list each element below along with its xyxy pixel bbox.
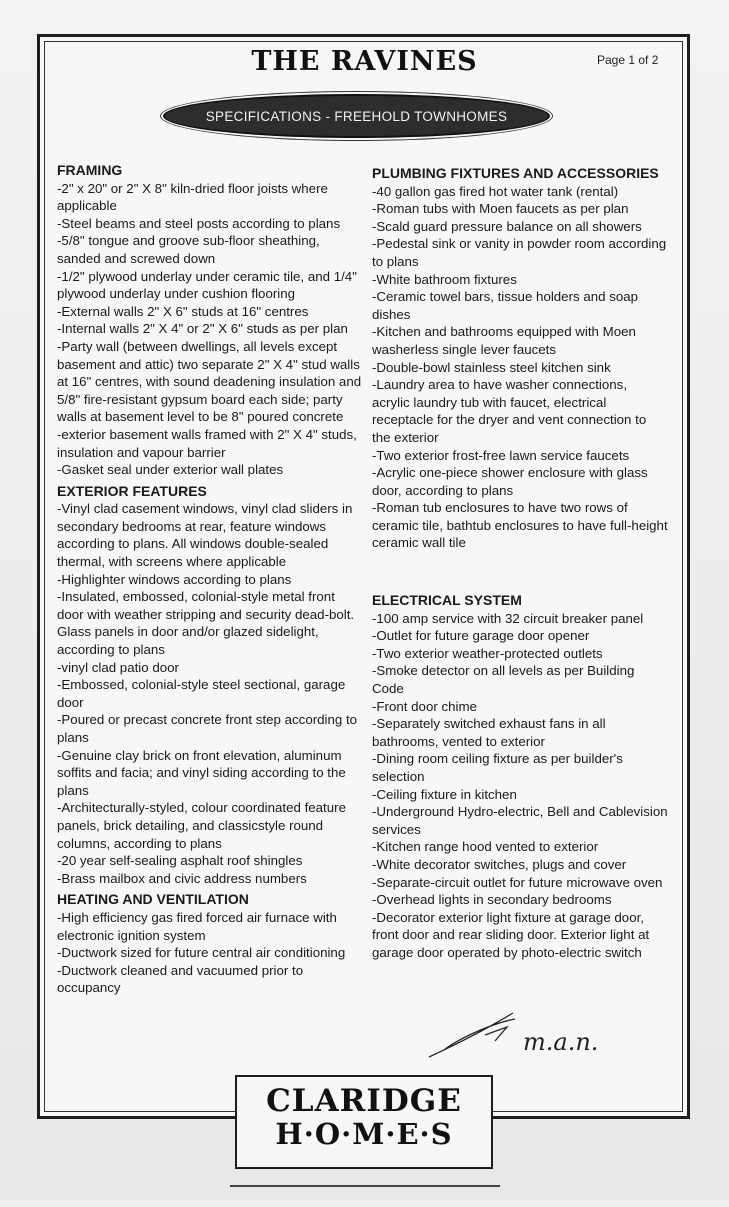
logo-line-1: CLARIDGE: [266, 1083, 462, 1119]
electrical-item: -100 amp service with 32 circuit breaker panel: [372, 610, 644, 626]
heating-item: -Ductwork sized for future central air conditioning: [57, 945, 346, 961]
framing-item: -exterior basement walls framed with 2" X 4" studs, insulation and vapour barrier: [57, 426, 357, 460]
framing-item: -Party wall (between dwellings, all levels except basement and attic) two separate 2" X 4" stud walls at 16" centres, with sound deadening insulation and 5/8" fire-resistant gypsum board each side; party walls at basement level to be 8" poured concrete: [57, 338, 362, 425]
exterior-item: -Genuine clay brick on front elevation, aluminum soffits and facia; and vinyl siding according to the plans: [57, 747, 346, 798]
electrical-item: -Two exterior weather-protected outlets: [372, 645, 603, 661]
framing-heading: FRAMING: [57, 162, 123, 178]
svg-text:m.a.n.: m.a.n.: [523, 1028, 599, 1056]
plumbing-item: -Kitchen and bathrooms equipped with Moen washerless single lever faucets: [372, 324, 636, 357]
heating-item: -Ductwork cleaned and vacuumed prior to occupancy: [57, 962, 304, 996]
specifications-banner: [163, 94, 550, 138]
heating-item: -High efficiency gas fired forced air furnace with electronic ignition system: [57, 909, 337, 943]
framing-item: -1/2" plywood underlay under ceramic tile, and 1/4" plywood underlay under cushion flooring: [57, 268, 357, 302]
claridge-homes-logo: [235, 1075, 493, 1169]
plumbing-item: -Roman tubs with Moen faucets as per plan: [372, 201, 629, 217]
exterior-item: -20 year self-sealing asphalt roof shingles: [57, 853, 303, 869]
plumbing-item: -Two exterior frost-free lawn service faucets: [372, 447, 630, 463]
left-column: [57, 158, 363, 997]
handwritten-signature: [425, 1005, 635, 1065]
exterior-item: -Highlighter windows according to plans: [57, 571, 292, 587]
electrical-item: -Underground Hydro-electric, Bell and Cablevision services: [372, 804, 668, 837]
electrical-item: -Smoke detector on all levels as per Building Code: [372, 663, 635, 697]
page-number: Page 1 of 2: [597, 53, 659, 67]
exterior-heading: EXTERIOR FEATURES: [57, 482, 207, 499]
electrical-item: -Outlet for future garage door opener: [372, 628, 590, 644]
electrical-item: -Kitchen range hood vented to exterior: [372, 839, 599, 855]
framing-item: -2" x 20" or 2" X 8" kiln-dried floor joists where applicable: [57, 180, 328, 214]
electrical-item: -Dining room ceiling fixture as per builder's selection: [372, 751, 623, 784]
framing-item: -5/8" tongue and groove sub-floor sheathing, sanded and screwed down: [57, 233, 320, 266]
specifications-banner-label: SPECIFICATIONS - FREEHOLD TOWNHOMES: [205, 108, 508, 124]
bleed-through-mark: [230, 1185, 500, 1207]
electrical-item: -Ceiling fixture in kitchen: [372, 786, 517, 802]
electrical-heading: ELECTRICAL SYSTEM: [372, 592, 522, 609]
logo-line-2: H·O·M·E·S: [275, 1117, 453, 1151]
framing-item: -Steel beams and steel posts according to plans: [57, 215, 341, 231]
document-title: THE RAVINES: [251, 46, 478, 77]
exterior-item: -Vinyl clad casement windows, vinyl clad sliders in secondary bedrooms at rear, feature windows according to plans. All windows double-sealed thermal, with screens where applicable: [57, 501, 353, 570]
plumbing-item: -40 gallon gas fired hot water tank (rental): [372, 183, 619, 199]
electrical-item: -White decorator switches, plugs and cover: [372, 856, 627, 872]
exterior-item: -Architecturally-styled, colour coordinated feature panels, brick detailing, and classicstyle round columns, according to plans: [57, 800, 346, 851]
plumbing-item: -Acrylic one-piece shower enclosure with glass door, according to plans: [372, 465, 648, 498]
exterior-item: -Brass mailbox and civic address numbers: [57, 870, 307, 886]
electrical-item: -Overhead lights in secondary bedrooms: [372, 892, 612, 908]
framing-item: -External walls 2" X 6" studs at 16" centres: [57, 303, 309, 319]
section-spacer: [372, 552, 668, 588]
plumbing-item: -Scald guard pressure balance on all showers: [372, 218, 642, 234]
plumbing-item: -Pedestal sink or vanity in powder room according to plans: [372, 236, 667, 269]
plumbing-item: -Roman tub enclosures to have two rows of ceramic tile, bathtub enclosures to have full-height ceramic wall tile: [372, 500, 668, 551]
exterior-item: -vinyl clad patio door: [57, 659, 179, 675]
plumbing-item: -Laundry area to have washer connections, acrylic laundry tub with faucet, electrical receptacle for the dryer and vent connection to the exterior: [372, 377, 647, 445]
right-column: [372, 161, 668, 962]
electrical-item: -Separately switched exhaust fans in all bathrooms, vented to exterior: [372, 716, 606, 749]
plumbing-item: -Double-bowl stainless steel kitchen sink: [372, 359, 611, 375]
exterior-item: -Embossed, colonial-style steel sectional, garage door: [57, 677, 346, 710]
exterior-item: -Poured or precast concrete front step according to plans: [57, 712, 358, 745]
electrical-item: -Separate-circuit outlet for future microwave oven: [372, 874, 663, 890]
plumbing-heading: PLUMBING FIXTURES AND ACCESSORIES: [372, 165, 659, 181]
electrical-item: -Front door chime: [372, 698, 477, 714]
heating-heading: HEATING AND VENTILATION: [57, 891, 249, 908]
exterior-item: -Insulated, embossed, colonial-style metal front door with weather stripping and security dead-bolt. Glass panels in door and/or glazed sidelight, according to plans: [57, 589, 355, 658]
electrical-item: -Decorator exterior light fixture at garage door, front door and rear sliding door. Exterior light at garage door operated by photo-electric switch: [372, 909, 650, 960]
framing-item: -Gasket seal under exterior wall plates: [57, 462, 284, 478]
framing-item: -Internal walls 2" X 4" or 2" X 6" studs as per plan: [57, 321, 348, 337]
plumbing-item: -White bathroom fixtures: [372, 271, 517, 287]
plumbing-item: -Ceramic towel bars, tissue holders and soap dishes: [372, 289, 639, 322]
